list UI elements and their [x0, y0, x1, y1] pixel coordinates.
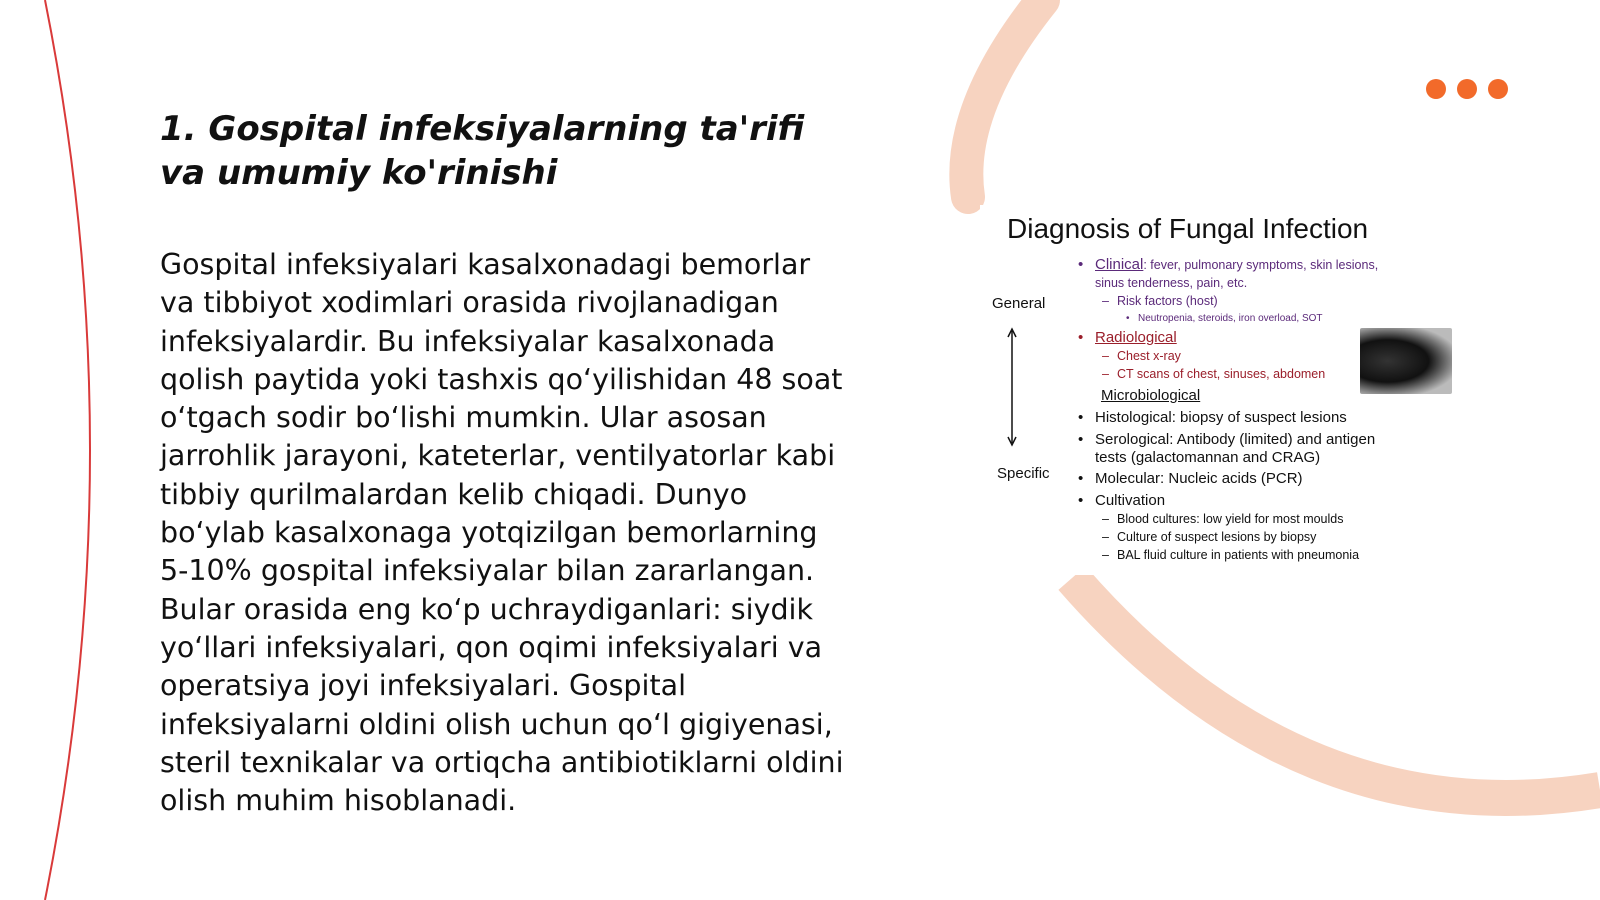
bullet: • — [1078, 492, 1084, 509]
slide-title: 1. Gospital infeksiyalarning ta'rifi va umumiy ko'rinishi — [160, 109, 805, 193]
clinical-text-2: sinus tenderness, pain, etc. — [1095, 276, 1248, 290]
dot-2 — [1457, 79, 1477, 99]
culture-biopsy-text: Culture of suspect lesions by biopsy — [1117, 530, 1317, 544]
double-headed-arrow-icon — [1007, 327, 1017, 447]
bullet: • — [1078, 470, 1084, 487]
item-chest-xray — [1102, 349, 1181, 363]
dash: – — [1102, 367, 1109, 381]
cultivation-text: Cultivation — [1095, 492, 1166, 509]
dot-3 — [1488, 79, 1508, 99]
radiological-label: Radiological — [1095, 329, 1177, 346]
serological-text-1: Serological: Antibody (limited) and antigen — [1095, 431, 1376, 448]
blood-cultures-text: Blood cultures: low yield for most moulds — [1117, 512, 1344, 526]
fungal-diagnosis-figure — [980, 205, 1460, 575]
bullet: • — [1078, 431, 1084, 448]
lung-ct-image — [1360, 328, 1452, 394]
label-general: General — [992, 295, 1046, 312]
bal-culture-text: BAL fluid culture in patients with pneumonia — [1117, 548, 1360, 562]
slide-body-text: Gospital infeksiyalari kasalxonadagi bemorlar va tibbiyot xodimlari orasida rivojlanadigan infeksiyalardir. Bu infeksiyalar kasalxonada qolish paytida yoki tashxis qo‘yilishidan 48 soat o‘tgach sodir bo‘lishi mumkin. Ular asosan jarrohlik jarayoni, kateterlar, ventilyatorlar kabi tibbiy qurilmalardan kelib chiqadi. Dunyo bo‘ylab kasalxonaga yotqizilgan bemorlarning 5-10% gospital infeksiyalar bilan zararlangan. Bular orasida eng ko‘p uchraydiganlari: siydik yo‘llari infeksiyalari, qon oqimi infeksiyalari va operatsiya joyi infeksiyalari. Gospital infeksiyalarni oldini olish uchun qo‘l gigiyenasi, steril texnikalar va ortiqcha antibiotiklarni oldini olish muhim hisoblanadi. — [160, 248, 844, 818]
item-serological — [1078, 431, 1376, 448]
item-risk-examples — [1126, 313, 1323, 324]
left-red-curve — [45, 0, 90, 900]
item-cultivation — [1078, 492, 1166, 509]
microbiological-label: Microbiological — [1101, 387, 1201, 404]
item-clinical — [1078, 256, 1379, 273]
serological-text-2: tests (galactomannan and CRAG) — [1095, 449, 1321, 466]
peach-arc-top — [966, 0, 1043, 197]
bullet: • — [1078, 256, 1084, 273]
dash: – — [1102, 530, 1109, 544]
bullet: • — [1078, 329, 1084, 346]
figure-title: Diagnosis of Fungal Infection — [1007, 213, 1369, 244]
ct-scans-text: CT scans of chest, sinuses, abdomen — [1117, 367, 1326, 381]
risk-factors-text: Risk factors (host) — [1117, 294, 1218, 308]
decorative-dots — [1426, 79, 1508, 99]
item-molecular — [1078, 470, 1303, 487]
label-specific: Specific — [997, 465, 1050, 482]
chest-xray-text: Chest x-ray — [1117, 349, 1181, 363]
dash: – — [1102, 294, 1109, 308]
item-radiological — [1078, 329, 1177, 346]
risk-examples-text: Neutropenia, steroids, iron overload, SOT — [1138, 313, 1323, 324]
item-histological — [1078, 409, 1347, 426]
dash: – — [1102, 349, 1109, 363]
dot-1 — [1426, 79, 1446, 99]
clinical-text-1: : fever, pulmonary symptoms, skin lesions, — [1143, 258, 1379, 272]
item-culture-biopsy — [1102, 530, 1317, 544]
molecular-text: Molecular: Nucleic acids (PCR) — [1095, 470, 1303, 487]
peach-arc-bottom — [1072, 578, 1600, 798]
bullet: • — [1078, 409, 1084, 426]
bullet: • — [1126, 313, 1130, 324]
dash: – — [1102, 512, 1109, 526]
item-blood-cultures — [1102, 512, 1344, 526]
clinical-label: Clinical — [1095, 256, 1144, 273]
dash: – — [1102, 548, 1109, 562]
item-ct-scans — [1102, 367, 1326, 381]
item-bal-culture — [1102, 548, 1360, 562]
item-risk-factors — [1102, 294, 1218, 308]
histological-text: Histological: biopsy of suspect lesions — [1095, 409, 1347, 426]
